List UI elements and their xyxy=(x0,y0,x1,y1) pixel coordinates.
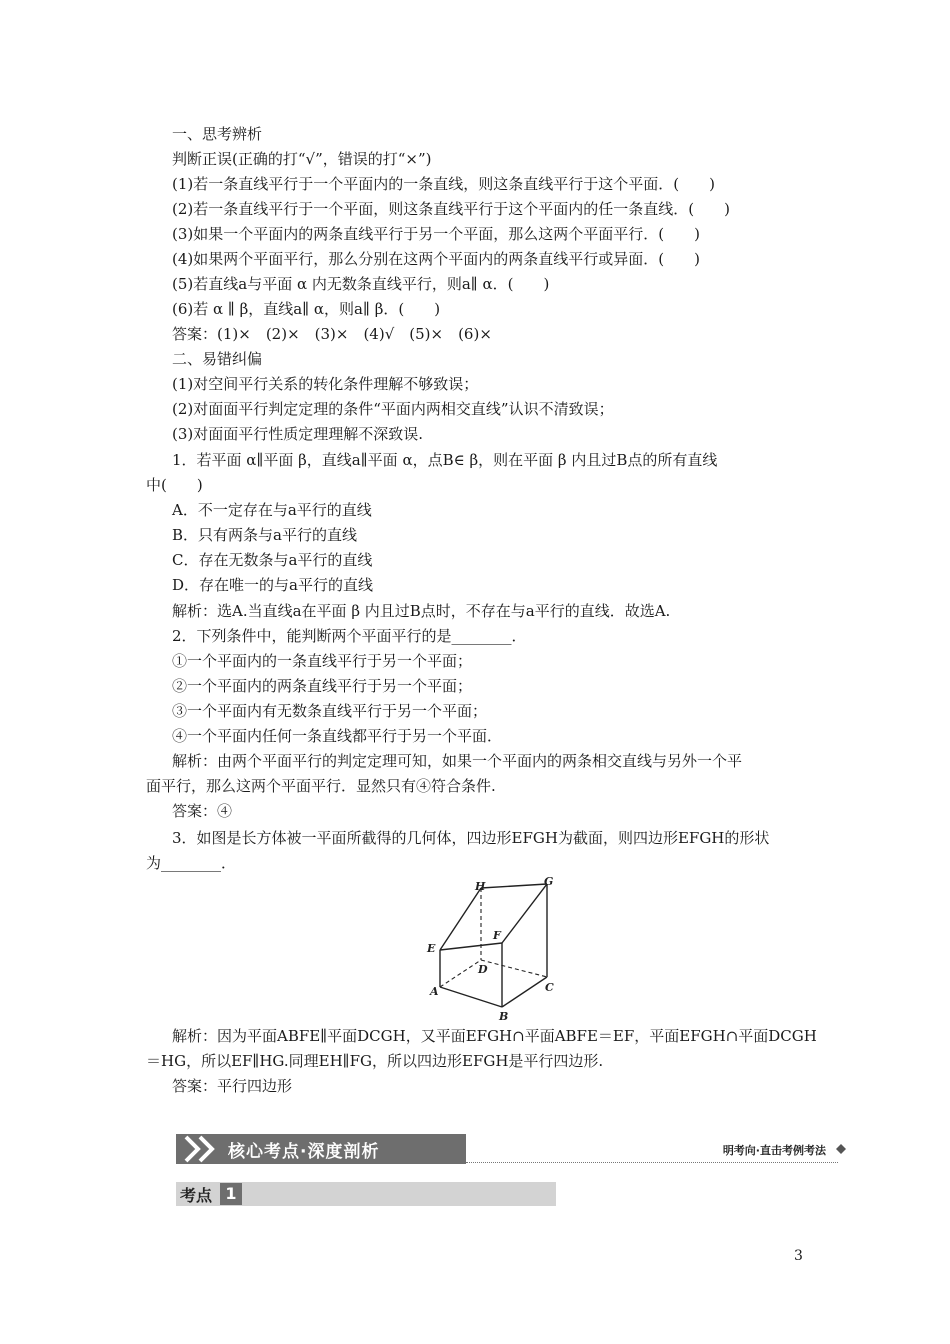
banner-bar xyxy=(176,1134,466,1164)
label-e: E xyxy=(427,942,436,955)
analysis-2-cont: 面平行，那么这两个平面平行．显然只有④符合条件. xyxy=(146,777,496,795)
heading-thinking: 一、思考辨析 xyxy=(172,125,263,143)
judge-item-3: (3)如果一个平面内的两条直线平行于另一个平面，那么这两个平面平行．( ) xyxy=(172,225,700,243)
diamond-icon xyxy=(836,1144,846,1154)
section-label: 考点 xyxy=(180,1186,213,1205)
judge-item-1: (1)若一条直线平行于一个平面内的一条直线，则这条直线平行于这个平面．( ) xyxy=(172,175,715,193)
analysis-1: 解析：选A.当直线a在平面 β 内且过B点时，不存在与a平行的直线．故选A. xyxy=(172,602,671,620)
error-item-1: (1)对空间平行关系的转化条件理解不够致误； xyxy=(172,375,479,393)
condition-4: ④一个平面内任何一条直线都平行于另一个平面． xyxy=(172,727,503,745)
option-b: B．只有两条与a平行的直线 xyxy=(172,526,357,544)
analysis-3-cont: ＝HG，所以EF∥HG.同理EH∥FG，所以四边形EFGH是平行四边形. xyxy=(146,1052,604,1070)
label-a: A xyxy=(430,985,439,998)
option-a: A．不一定存在与a平行的直线 xyxy=(172,501,372,519)
banner-subtitle: 明考向·直击考例考法 xyxy=(722,1144,826,1157)
option-c: C．存在无数条与a平行的直线 xyxy=(172,551,373,569)
condition-2: ②一个平面内的两条直线平行于另一个平面； xyxy=(172,677,473,695)
page-number: 3 xyxy=(794,1248,803,1264)
section-header xyxy=(176,1182,556,1206)
prism-figure xyxy=(420,876,570,1022)
judge-item-4: (4)如果两个平面平行，那么分别在这两个平面内的两条直线平行或异面．( ) xyxy=(172,250,700,268)
judge-item-5: (5)若直线a与平面 α 内无数条直线平行，则a∥ α．( ) xyxy=(172,275,550,293)
question-1: 1．若平面 α∥平面 β，直线a∥平面 α，点B∈ β，则在平面 β 内且过B点的所有直线 xyxy=(172,451,718,469)
answer-2: 答案：④ xyxy=(172,802,233,820)
label-g: G xyxy=(544,876,554,888)
analysis-3: 解析：因为平面ABFE∥平面DCGH，又平面EFGH∩平面ABFE＝EF，平面EFGH∩平面DCGH xyxy=(172,1027,817,1045)
answer-3: 答案：平行四边形 xyxy=(172,1077,293,1095)
judge-item-6: (6)若 α ∥ β，直线a∥ α，则a∥ β．( ) xyxy=(172,300,441,318)
banner-dotted-rule xyxy=(466,1162,838,1163)
label-b: B xyxy=(499,1010,509,1022)
error-item-2: (2)对面面平行判定定理的条件“平面内两相交直线”认识不清致误； xyxy=(172,400,614,418)
banner-title: 核心考点·深度剖析 xyxy=(228,1142,380,1162)
question-2: 2．下列条件中，能判断两个平面平行的是________． xyxy=(172,627,527,645)
question-1-cont: 中( ) xyxy=(146,476,203,494)
heading-errors: 二、易错纠偏 xyxy=(172,350,263,368)
error-item-3: (3)对面面平行性质定理理解不深致误. xyxy=(172,425,424,443)
analysis-2: 解析：由两个平面平行的判定定理可知，如果一个平面内的两条相交直线与另外一个平 xyxy=(172,752,743,770)
judge-answers: 答案：(1)× (2)× (3)× (4)√ (5)× (6)× xyxy=(172,325,492,343)
label-d: D xyxy=(478,963,488,976)
condition-3: ③一个平面内有无数条直线平行于另一个平面； xyxy=(172,702,488,720)
chevron-double-icon xyxy=(180,1134,226,1164)
option-d: D．存在唯一的与a平行的直线 xyxy=(172,576,373,594)
label-h: H xyxy=(475,880,486,893)
section-banner xyxy=(176,1134,848,1168)
label-f: F xyxy=(493,929,501,942)
question-3-cont: 为________． xyxy=(146,854,237,872)
judge-item-2: (2)若一条直线平行于一个平面，则这条直线平行于这个平面内的任一条直线．( ) xyxy=(172,200,730,218)
condition-1: ①一个平面内的一条直线平行于另一个平面； xyxy=(172,652,473,670)
instruction: 判断正误(正确的打“√”，错误的打“×”) xyxy=(172,150,432,168)
label-c: C xyxy=(545,981,554,994)
question-3: 3．如图是长方体被一平面所截得的几何体，四边形EFGH为截面，则四边形EFGH的形状 xyxy=(172,829,770,847)
section-number: 1 xyxy=(220,1183,242,1205)
